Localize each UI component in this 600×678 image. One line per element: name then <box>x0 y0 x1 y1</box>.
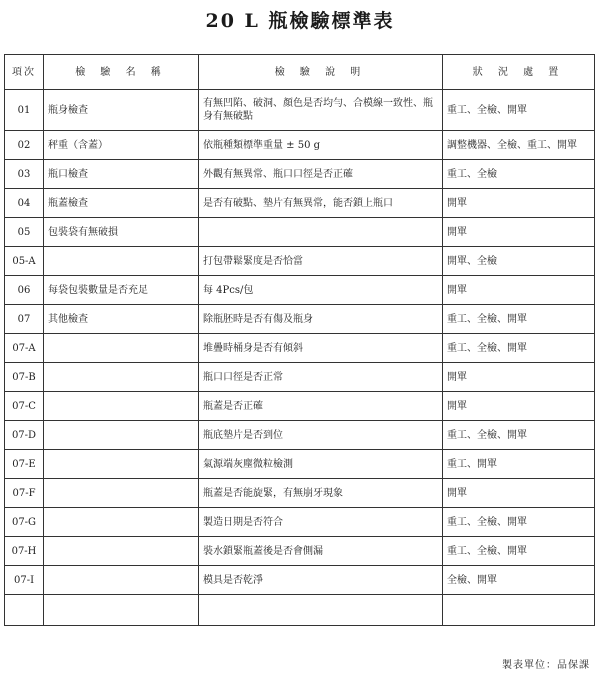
table-row <box>5 276 595 305</box>
table-row <box>5 479 595 508</box>
item-no-cell: 07-A <box>5 334 44 363</box>
inspection-name-cell <box>44 508 199 537</box>
inspection-description-cell: 模具是否乾淨 <box>199 566 443 595</box>
inspection-name-cell: 包裝袋有無破損 <box>44 218 199 247</box>
action-cell: 調整機器、全檢、重工、開單 <box>443 131 595 160</box>
item-no-cell: 07 <box>5 305 44 334</box>
item-no-cell: 02 <box>5 131 44 160</box>
inspection-name-cell: 瓶身檢查 <box>44 90 199 131</box>
header-action: 狀 況 處 置 <box>443 55 595 90</box>
inspection-description-cell: 製造日期是否符合 <box>199 508 443 537</box>
inspection-description-cell: 氣源端灰塵微粒檢測 <box>199 450 443 479</box>
empty-table-row <box>5 595 595 626</box>
item-no-cell: 05-A <box>5 247 44 276</box>
action-cell: 開單、全檢 <box>443 247 595 276</box>
table-row <box>5 160 595 189</box>
page-title: 20 L 瓶檢驗標準表 <box>205 10 395 32</box>
header-inspection-description: 檢 驗 說 明 <box>199 55 443 90</box>
inspection-name-cell <box>44 334 199 363</box>
action-cell: 開單 <box>443 479 595 508</box>
inspection-description-cell: 打包帶鬆緊度是否恰當 <box>199 247 443 276</box>
inspection-description-cell: 有無凹陷、破洞、顏色是否均勻、合模線一致性、瓶身有無破點 <box>199 90 443 131</box>
table-header-row <box>5 55 595 90</box>
inspection-name-cell: 瓶蓋檢查 <box>44 189 199 218</box>
header-inspection-name: 檢 驗 名 稱 <box>44 55 199 90</box>
inspection-description-cell: 每 4Pcs/包 <box>199 276 443 305</box>
action-cell: 開單 <box>443 392 595 421</box>
table-body <box>5 90 595 626</box>
item-no-cell: 03 <box>5 160 44 189</box>
item-no-cell: 05 <box>5 218 44 247</box>
inspection-name-cell <box>44 363 199 392</box>
item-no-cell: 07-F <box>5 479 44 508</box>
empty-cell <box>443 595 595 626</box>
inspection-description-cell: 依瓶種類標準重量 ± 50 g <box>199 131 443 160</box>
item-no-cell: 07-C <box>5 392 44 421</box>
inspection-description-cell: 瓶底墊片是否到位 <box>199 421 443 450</box>
inspection-description-cell: 是否有破點、墊片有無異常，能否鎖上瓶口 <box>199 189 443 218</box>
item-no-cell: 07-H <box>5 537 44 566</box>
inspection-table <box>4 54 595 626</box>
table-row <box>5 131 595 160</box>
inspection-name-cell <box>44 421 199 450</box>
item-no-cell: 06 <box>5 276 44 305</box>
inspection-name-cell: 瓶口檢查 <box>44 160 199 189</box>
inspection-description-cell: 瓶蓋是否能旋緊，有無崩牙現象 <box>199 479 443 508</box>
inspection-name-cell <box>44 537 199 566</box>
empty-cell <box>5 595 44 626</box>
inspection-name-cell <box>44 566 199 595</box>
empty-cell <box>44 595 199 626</box>
table-row <box>5 566 595 595</box>
inspection-name-cell: 其他檢查 <box>44 305 199 334</box>
table-row <box>5 247 595 276</box>
inspection-description-cell <box>199 218 443 247</box>
item-no-cell: 07-B <box>5 363 44 392</box>
table-row <box>5 537 595 566</box>
table-row <box>5 421 595 450</box>
action-cell: 開單 <box>443 276 595 305</box>
item-no-cell: 01 <box>5 90 44 131</box>
inspection-description-cell: 堆疊時桶身是否有傾斜 <box>199 334 443 363</box>
action-cell: 全檢、開單 <box>443 566 595 595</box>
action-cell: 重工、全檢、開單 <box>443 334 595 363</box>
item-no-cell: 07-E <box>5 450 44 479</box>
item-no-cell: 07-D <box>5 421 44 450</box>
inspection-description-cell: 外觀有無異常、瓶口口徑是否正確 <box>199 160 443 189</box>
footer-department: 製表單位：品保課 <box>502 660 590 671</box>
action-cell: 重工、全檢、開單 <box>443 421 595 450</box>
table-row <box>5 392 595 421</box>
item-no-cell: 04 <box>5 189 44 218</box>
action-cell: 重工、全檢、開單 <box>443 90 595 131</box>
action-cell: 開單 <box>443 218 595 247</box>
inspection-name-cell <box>44 392 199 421</box>
inspection-description-cell: 除瓶胚時是否有傷及瓶身 <box>199 305 443 334</box>
inspection-name-cell <box>44 450 199 479</box>
table-row <box>5 189 595 218</box>
action-cell: 開單 <box>443 363 595 392</box>
inspection-name-cell: 秤重（含蓋） <box>44 131 199 160</box>
table-row <box>5 450 595 479</box>
empty-cell <box>199 595 443 626</box>
inspection-description-cell: 瓶蓋是否正確 <box>199 392 443 421</box>
inspection-name-cell: 每袋包裝數量是否充足 <box>44 276 199 305</box>
action-cell: 重工、全檢、開單 <box>443 537 595 566</box>
table-row <box>5 334 595 363</box>
table-row <box>5 508 595 537</box>
item-no-cell: 07-G <box>5 508 44 537</box>
table-row <box>5 363 595 392</box>
inspection-name-cell <box>44 479 199 508</box>
action-cell: 重工、開單 <box>443 450 595 479</box>
item-no-cell: 07-I <box>5 566 44 595</box>
header-item-no: 項次 <box>5 55 44 90</box>
action-cell: 重工、全檢、開單 <box>443 508 595 537</box>
inspection-description-cell: 裝水鎖緊瓶蓋後是否會側漏 <box>199 537 443 566</box>
action-cell: 重工、全檢、開單 <box>443 305 595 334</box>
table-row <box>5 90 595 131</box>
action-cell: 重工、全檢 <box>443 160 595 189</box>
action-cell: 開單 <box>443 189 595 218</box>
inspection-name-cell <box>44 247 199 276</box>
table-row <box>5 305 595 334</box>
table-row <box>5 218 595 247</box>
inspection-description-cell: 瓶口口徑是否正常 <box>199 363 443 392</box>
